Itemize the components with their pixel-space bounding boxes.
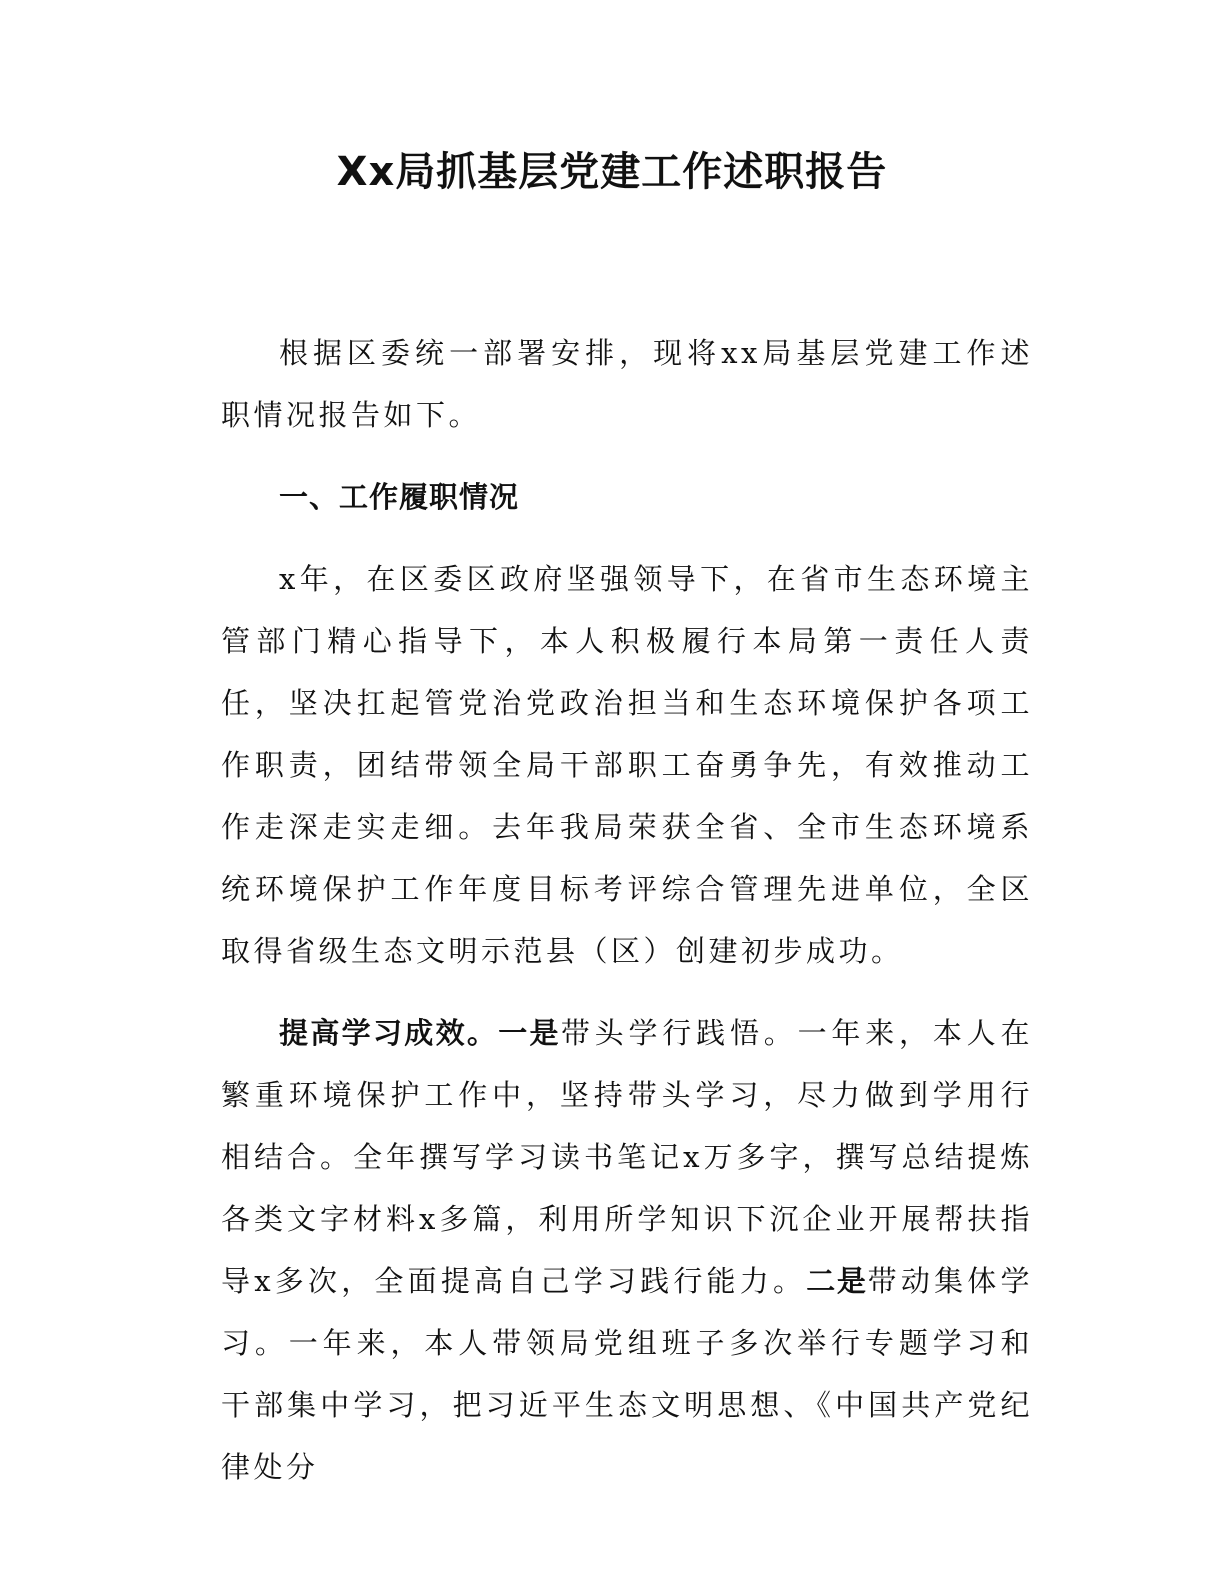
point-label: 一是 xyxy=(498,1016,561,1050)
paragraph-lead: 提高学习成效。 xyxy=(279,1016,499,1050)
intro-paragraph: 根据区委统一部署安排，现将xx局基层党建工作述职情况报告如下。 xyxy=(221,336,1033,432)
document-title: Xx局抓基层党建工作述职报告 xyxy=(336,149,888,195)
section-heading: 一、工作履职情况 xyxy=(279,480,520,514)
point-text: 带动集体学习。一年来，本人带领局党组班子多次举行专题学习和干部集中学习，把习近平生态文明思想、《中国共产党纪律处分 xyxy=(221,1264,1033,1484)
point-text: 带头学行践悟。一年来，本人在繁重环境保护工作中，坚持带头学习，尽力做到学用行相结合。全年撰写学习读书笔记x万多字，撰写总结提炼各类文字材料x多篇，利用所学知识下沉企业开展帮扶指导x多次，全面提高自己学习践行能力。 xyxy=(221,1016,1033,1298)
body-paragraph: x年，在区委区政府坚强领导下，在省市生态环境主管部门精心指导下，本人积极履行本局第一责任人责任，坚决扛起管党治党政治担当和生态环境保护各项工作职责，团结带领全局干部职工奋勇争先，有效推动工作走深走实走细。去年我局荣获全省、全市生态环境系统环境保护工作年度目标考评综合管理先进单位，全区取得省级生态文明示范县（区）创建初步成功。 xyxy=(221,562,1033,968)
body-paragraph-study xyxy=(221,1002,1033,1498)
document-body xyxy=(221,322,1033,1498)
point-label: 二是 xyxy=(806,1264,868,1298)
